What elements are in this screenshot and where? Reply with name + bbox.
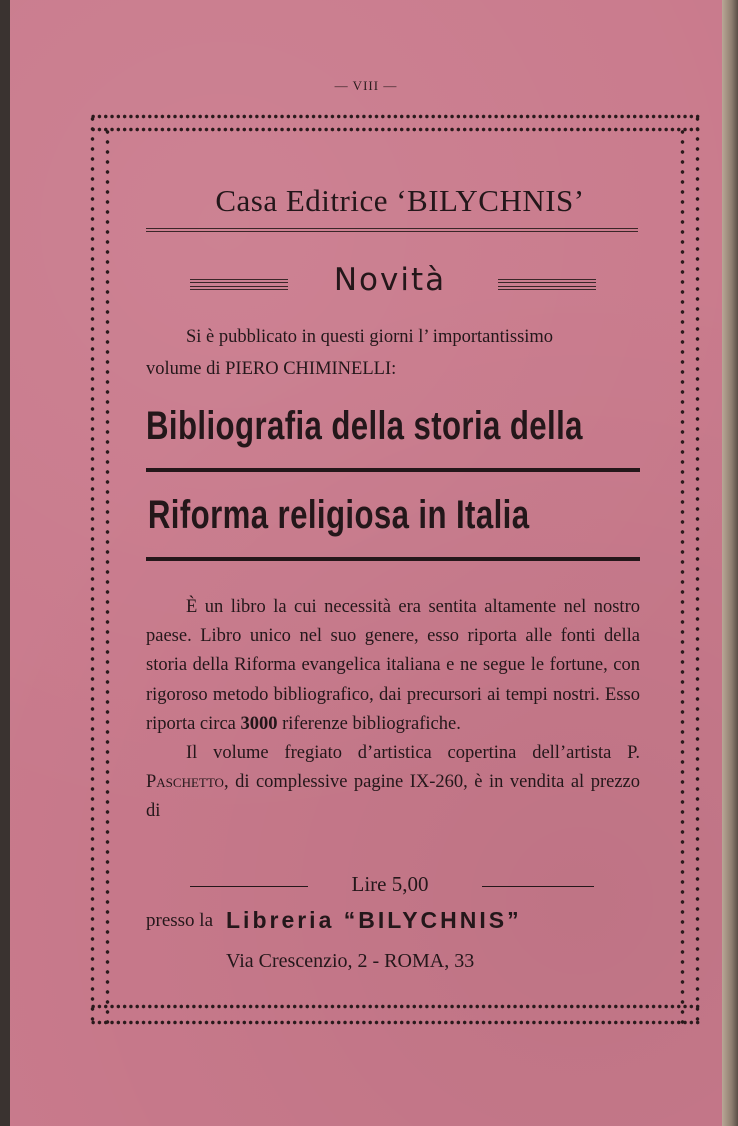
intro-prefix: volume di — [146, 359, 221, 379]
description-paragraph-2 — [146, 739, 640, 827]
publisher-rule — [146, 228, 638, 232]
author-name: PIERO CHIMINELLI — [225, 359, 392, 379]
border-bottom-inner — [90, 1020, 700, 1025]
book-title-line-1: Bibliografia della storia della — [146, 404, 583, 448]
description-text-1b: riferenze bibliografiche. — [282, 713, 461, 734]
intro-suffix: : — [391, 359, 397, 379]
bookshop-name: Libreria “BILYCHNIS” — [226, 907, 522, 933]
novita-rule-left — [190, 279, 288, 283]
description — [146, 593, 640, 827]
intro-line-1: Si è pubblicato in questi giorni l’ importantissimo — [186, 327, 554, 347]
publisher-heading: Casa Editrice ‘BILYCHNIS’ — [215, 183, 585, 218]
price: Lire 5,00 — [351, 872, 429, 896]
novita-rule-right — [498, 279, 596, 283]
novita-heading: Novità — [333, 262, 447, 298]
border-right-outer — [695, 114, 700, 1025]
description-text-2b: , di complessive pagine IX-260, è in vendita al prezzo di — [146, 772, 640, 822]
border-left-outer — [90, 114, 95, 1025]
border-right-inner — [680, 127, 685, 1025]
border-bottom-outer — [90, 1004, 700, 1009]
title-rule-2 — [146, 557, 640, 561]
presso-label: presso la — [146, 910, 214, 931]
novita-rule-right-2 — [498, 286, 596, 290]
intro-line-2 — [146, 354, 396, 385]
address: Via Crescenzio, 2 - ROMA, 33 — [226, 950, 475, 972]
page-number: — VIII — — [334, 78, 398, 93]
novita-rule-left-2 — [190, 286, 288, 290]
book-spine — [722, 0, 738, 1126]
artist-name: Paschetto — [146, 772, 224, 793]
page — [10, 0, 722, 1126]
border-left-inner — [105, 127, 110, 1025]
title-rule-1 — [146, 468, 640, 472]
description-text-1a: È un libro la cui necessità era sentita altamente nel nostro paese. Libro unico nel suo genere, esso riporta alle fonti della storia della Riforma evangelica italiana e ne segue le fortune, con rigoroso metodo bibliografico, dai precursori ai tempi nostri. Esso riporta circa — [146, 597, 640, 734]
book-title-line-2: Riforma religiosa in Italia — [147, 493, 530, 537]
price-rule-left — [190, 886, 308, 887]
border-top-outer — [90, 114, 700, 119]
price-rule-right — [482, 886, 594, 887]
border-top-inner — [90, 127, 700, 132]
reference-count: 3000 — [240, 713, 278, 734]
description-text-2a: Il volume fregiato d’artistica copertina dell’artista P. — [186, 743, 640, 764]
description-paragraph-1 — [146, 593, 640, 739]
